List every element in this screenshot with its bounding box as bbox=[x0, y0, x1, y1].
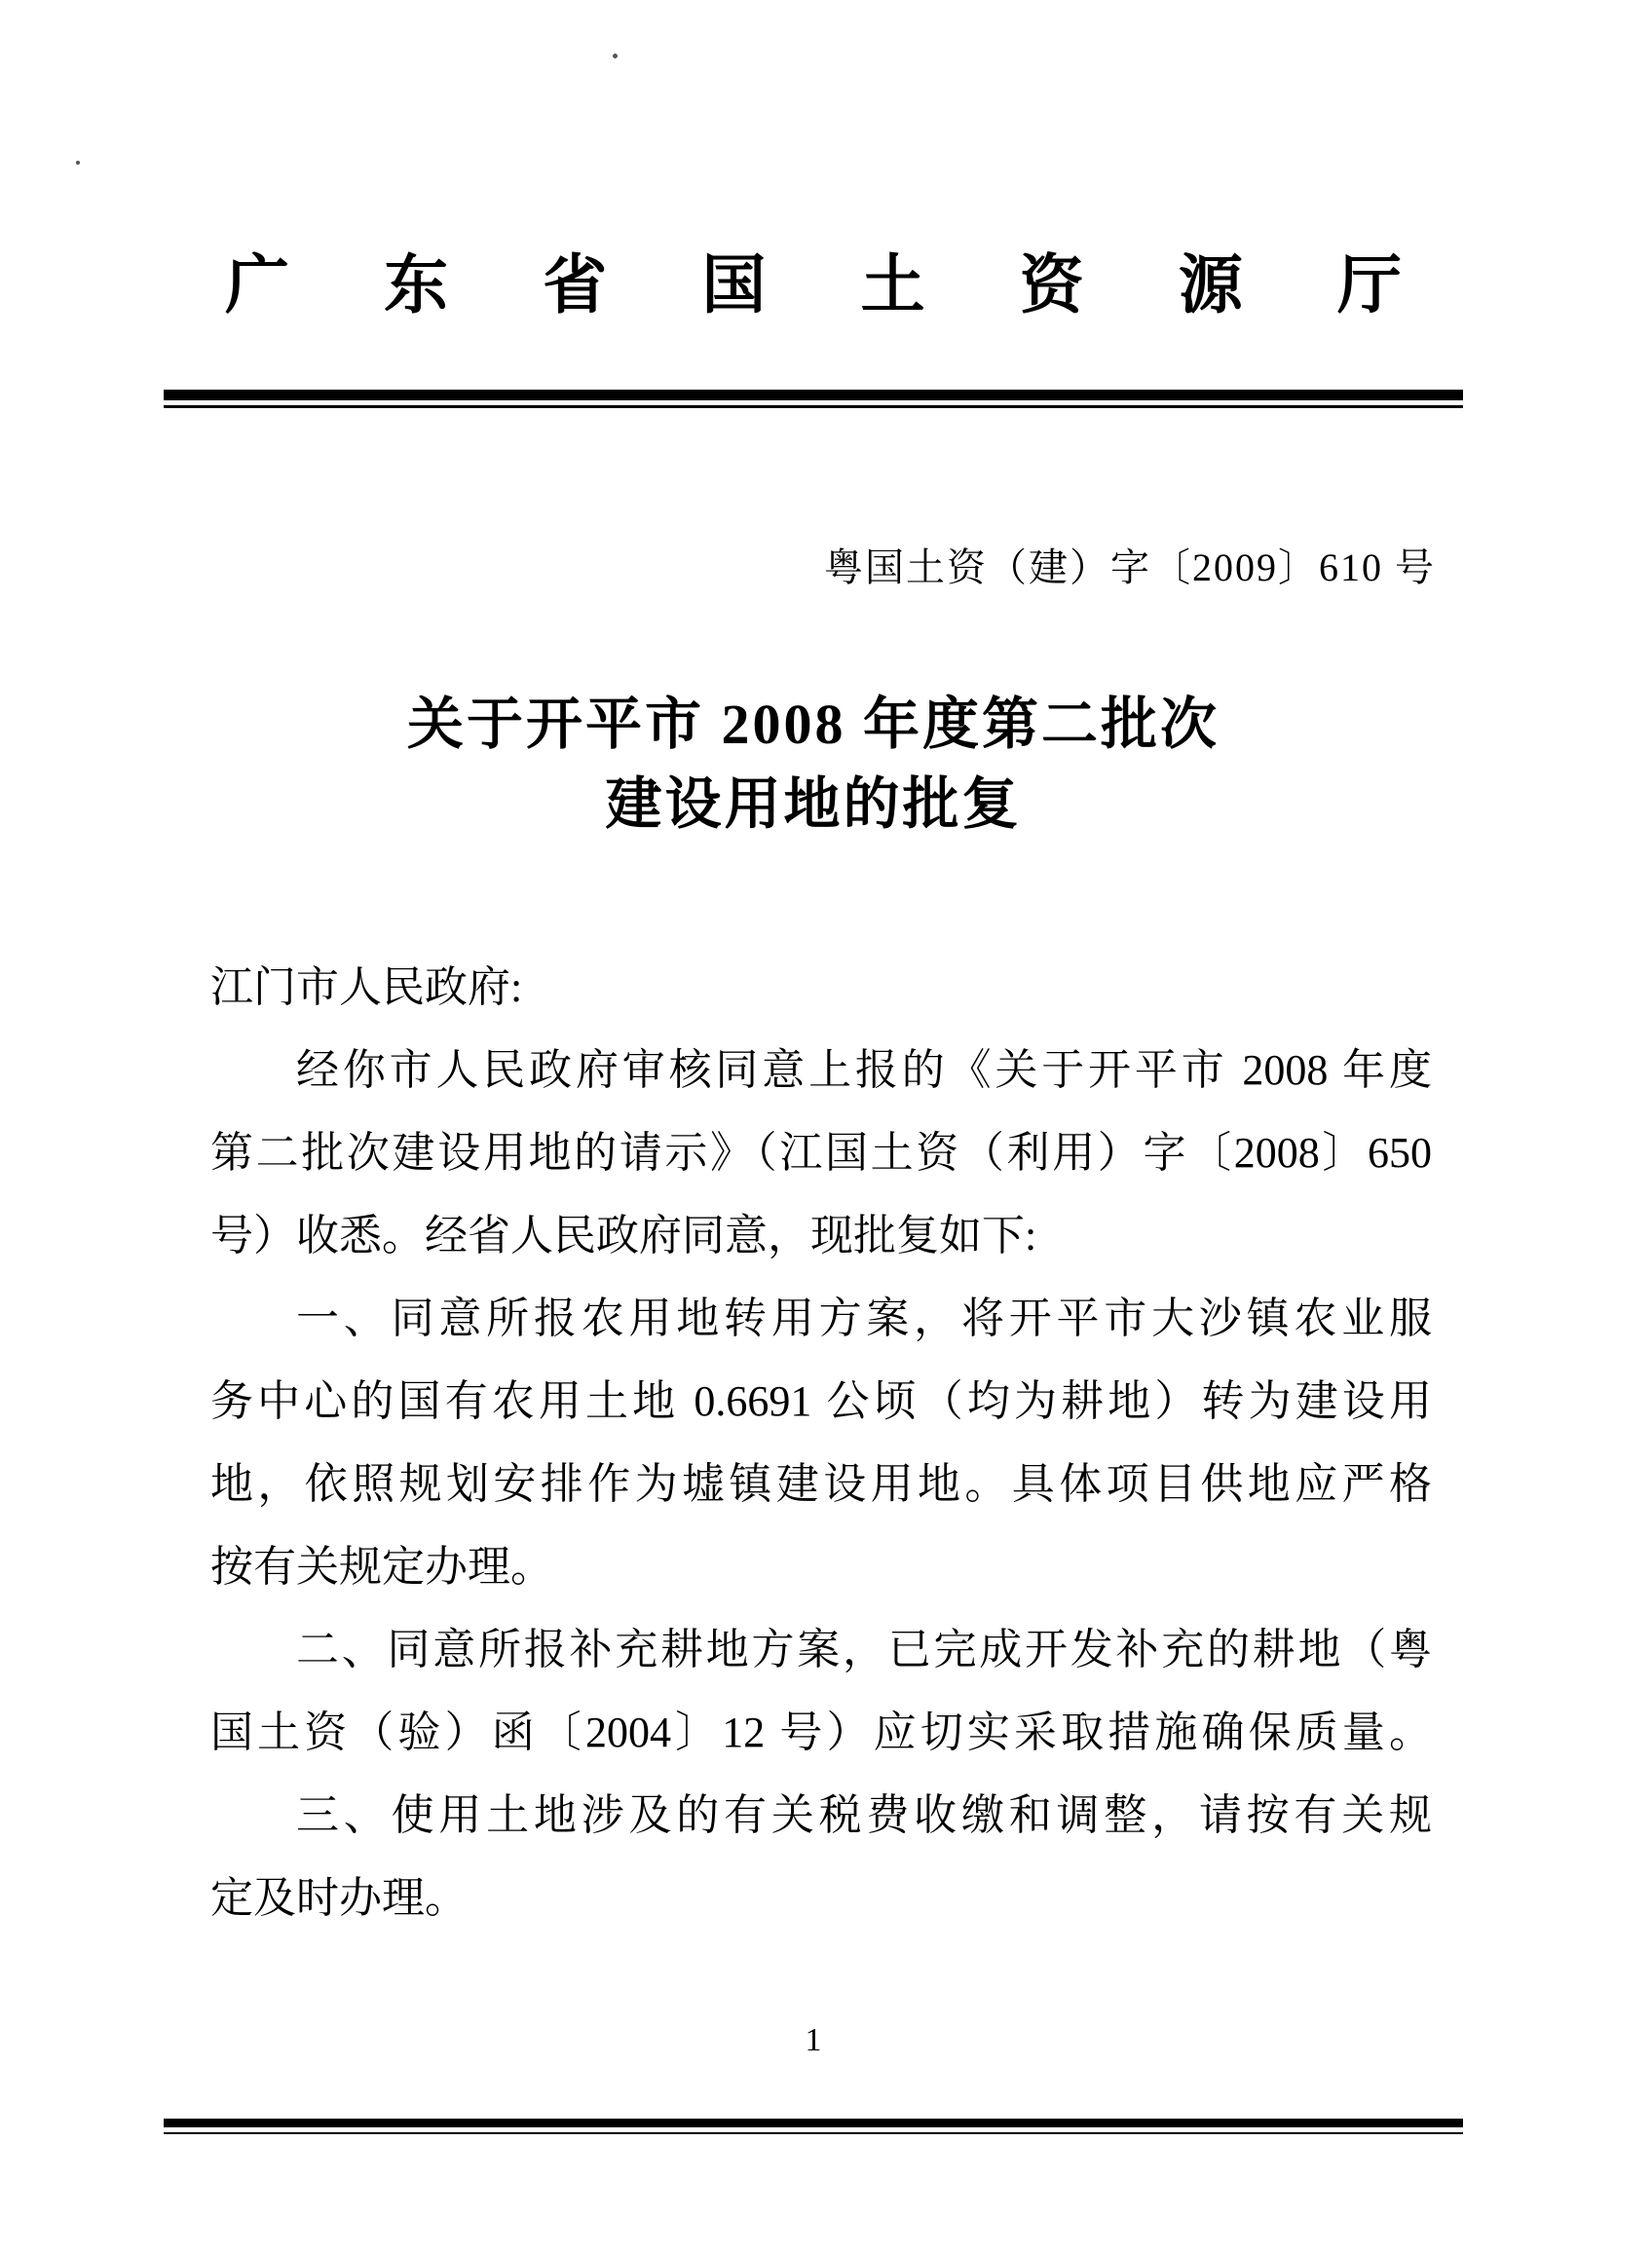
divider-thick-line bbox=[164, 390, 1463, 400]
footer-divider-thick-line bbox=[164, 2119, 1463, 2127]
body-line: 国土资（验）函〔2004〕12 号）应切实采取措施确保质量。 bbox=[210, 1709, 1432, 1756]
body-line: 经你市人民政府审核同意上报的《关于开平市 2008 年度 bbox=[296, 1046, 1432, 1094]
body-line: 务中心的国有农用土地 0.6691 公顷（均为耕地）转为建设用 bbox=[210, 1377, 1432, 1425]
footer-divider-thin-line bbox=[164, 2132, 1463, 2134]
body-line: 第二批次建设用地的请示》（江国土资（利用）字〔2008〕650 bbox=[210, 1129, 1432, 1177]
document-title-line-2: 建设用地的批复 bbox=[605, 772, 1022, 836]
body-line: 按有关规定办理。 bbox=[210, 1543, 553, 1591]
document-body bbox=[164, 946, 1463, 1939]
page-number: 1 bbox=[805, 2022, 822, 2058]
letterhead-divider bbox=[164, 390, 1463, 408]
document-title bbox=[164, 685, 1463, 845]
document-reference-number: 粤国土资（建）字〔2009〕610 号 bbox=[824, 545, 1436, 589]
body-line: 一、同意所报农用地转用方案，将开平市大沙镇农业服 bbox=[296, 1295, 1432, 1342]
document-content bbox=[164, 0, 1463, 2134]
body-line: 定及时办理。 bbox=[210, 1874, 468, 1922]
body-line: 号）收悉。经省人民政府同意，现批复如下: bbox=[210, 1212, 1037, 1259]
scan-speck bbox=[76, 161, 80, 165]
salutation: 江门市人民政府: bbox=[210, 963, 523, 1011]
issuer-letterhead: 广 东 省 国 土 资 源 厅 bbox=[225, 250, 1402, 321]
body-line: 二、同意所报补充耕地方案，已完成开发补充的耕地（粤 bbox=[296, 1626, 1432, 1673]
divider-thin-line bbox=[164, 405, 1463, 408]
document-title-line-1: 关于开平市 2008 年度第二批次 bbox=[406, 693, 1220, 756]
body-line: 三、使用土地涉及的有关税费收缴和调整，请按有关规 bbox=[296, 1791, 1432, 1839]
footer-divider bbox=[164, 2119, 1463, 2134]
body-line: 地，依照规划安排作为墟镇建设用地。具体项目供地应严格 bbox=[210, 1460, 1432, 1508]
